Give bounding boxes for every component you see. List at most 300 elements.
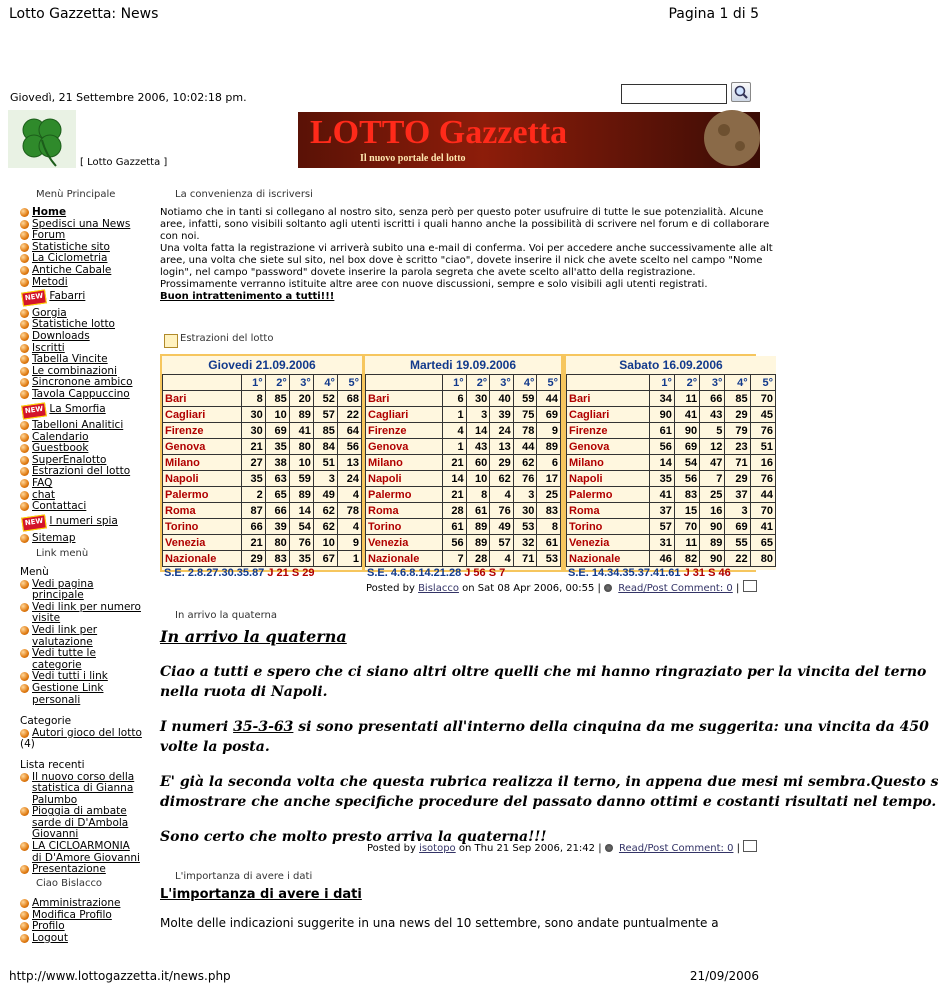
recent-item[interactable]: Presentazione: [20, 864, 142, 876]
draw-number: 61: [466, 503, 490, 519]
draws-title: Estrazioni del lotto: [180, 333, 274, 344]
draw-table-2: [365, 356, 561, 579]
draw-number: 4: [337, 487, 361, 503]
highlighted-numbers: 35-3-63: [233, 719, 294, 735]
table-row: [163, 535, 362, 551]
news2-line: Ciao a tutti e spero che ci siano altri oltre quelli che mi hanno ringraziato per la vincita del terno: [160, 664, 927, 680]
draw-number: 69: [265, 423, 289, 439]
draw-number: 75: [513, 407, 537, 423]
draw-number: 44: [537, 391, 561, 407]
menu-item-estrazioni[interactable]: Estrazioni del lotto: [20, 466, 150, 478]
jolly: J 21: [267, 567, 289, 579]
city-name: Firenze: [567, 423, 650, 439]
banner-subtitle: Il nuovo portale del lotto: [360, 153, 466, 164]
draw-number: 39: [265, 519, 289, 535]
draw-number: 68: [337, 391, 361, 407]
menu-item-tavola-cappuccino[interactable]: Tavola Cappuccino: [20, 389, 150, 401]
posted-line-1: [366, 580, 757, 594]
news2-label: In arrivo la quaterna: [175, 610, 278, 621]
table-row: [366, 471, 561, 487]
draw-number: 10: [313, 535, 337, 551]
news1-closing: Buon intrattenimento a tutti!!!: [160, 291, 335, 302]
draw-number: 65: [750, 535, 775, 551]
draw-number: 17: [537, 471, 561, 487]
draw-number: 28: [443, 503, 467, 519]
city-name: Cagliari: [567, 407, 650, 423]
bullet-icon: [20, 922, 29, 931]
draw-number: 66: [265, 503, 289, 519]
bullet-icon: [20, 479, 29, 488]
menu-item-guestbook[interactable]: Guestbook: [20, 443, 150, 455]
draw-number: 70: [750, 503, 775, 519]
draw-number: 69: [725, 519, 750, 535]
city-name: Firenze: [366, 423, 443, 439]
menu-item-calendario[interactable]: Calendario: [20, 432, 150, 444]
city-name: Venezia: [366, 535, 443, 551]
main-menu-title: Menù Principale: [36, 189, 116, 200]
category-item[interactable]: Autori gioco del lotto: [20, 728, 142, 740]
draw-number: 90: [700, 519, 725, 535]
column-header: 3°: [289, 375, 313, 391]
draw-number: 14: [289, 503, 313, 519]
superstar: S 46: [708, 567, 731, 579]
draw-number: 41: [289, 423, 313, 439]
recent-item[interactable]: LA CICLOARMONIA di D'Amore Giovanni: [20, 841, 142, 864]
table-row: [163, 551, 362, 567]
city-name: Cagliari: [163, 407, 242, 423]
draw-table-3: [566, 356, 776, 579]
comments-link[interactable]: Read/Post Comment: 0: [618, 583, 733, 594]
menu-item-spedisci[interactable]: Spedisci una News: [20, 219, 150, 231]
table-row: [567, 471, 776, 487]
planet-graphic: [694, 108, 764, 172]
draw-number: 4: [443, 423, 467, 439]
bullet-icon: [20, 433, 29, 442]
bullet-icon: [20, 220, 29, 229]
draw-number: 13: [337, 455, 361, 471]
draw-number: 85: [265, 391, 289, 407]
city-name: Milano: [567, 455, 650, 471]
bullet-icon: [20, 243, 29, 252]
draw-number: 56: [649, 439, 674, 455]
draw-number: 3: [725, 503, 750, 519]
column-header: 5°: [750, 375, 775, 391]
link-item-categorie[interactable]: Vedi tutte le categorie: [20, 648, 142, 671]
email-icon[interactable]: [743, 580, 757, 592]
table-row: [567, 407, 776, 423]
draw-number: 41: [750, 519, 775, 535]
table-row: [567, 503, 776, 519]
link-item-valutazione[interactable]: Vedi link per valutazione: [20, 625, 142, 648]
posted-line-2: [367, 840, 757, 854]
draw-number: 80: [750, 551, 775, 567]
draw-number: 57: [313, 407, 337, 423]
draw-number: 7: [443, 551, 467, 567]
draws-panel: [160, 354, 773, 579]
draw-number: 89: [466, 535, 490, 551]
posted-date: on Sat 08 Apr 2006, 00:55 |: [462, 583, 601, 594]
menu-item-smorfia[interactable]: NEW La Smorfia: [22, 404, 150, 418]
draw-date: Giovedi 21.09.2006: [208, 358, 316, 372]
column-header: 2°: [674, 375, 699, 391]
draw-number: 41: [674, 407, 699, 423]
column-header: 3°: [700, 375, 725, 391]
table-row: [366, 503, 561, 519]
draw-number: 3: [513, 487, 537, 503]
city-name: Palermo: [366, 487, 443, 503]
news2-line: volte la posta.: [160, 739, 270, 755]
page-number: Pagina 1 di 5: [668, 6, 759, 22]
user-item-amministrazione[interactable]: Amministrazione: [20, 898, 142, 910]
draw-number: 89: [700, 535, 725, 551]
column-header: 4°: [725, 375, 750, 391]
draw-number: 78: [337, 503, 361, 519]
menu-item-antiche-cabale[interactable]: Antiche Cabale: [20, 265, 150, 277]
site-label: [ Lotto Gazzetta ]: [80, 157, 168, 168]
draw-table-1: [162, 356, 362, 579]
city-name: Bari: [366, 391, 443, 407]
table-row: [163, 487, 362, 503]
menu-item-chat[interactable]: chat: [20, 490, 150, 502]
author-link[interactable]: Bislacco: [418, 583, 459, 594]
table-row: [366, 551, 561, 567]
table-row: [163, 439, 362, 455]
menu-item-iscritti[interactable]: Iscritti: [20, 343, 150, 355]
news3-heading: L'importanza di avere i dati: [160, 887, 362, 902]
draw-number: 61: [649, 423, 674, 439]
bullet-icon: [20, 865, 29, 874]
bullet-icon: [20, 491, 29, 500]
draw-number: 35: [265, 439, 289, 455]
draw-number: 3: [466, 407, 490, 423]
menu-item-tabelloni[interactable]: Tabelloni Analitici: [20, 420, 150, 432]
bullet-icon: [20, 309, 29, 318]
site-banner: [298, 112, 760, 168]
draw-number: 70: [674, 519, 699, 535]
news1-line: login", nel campo "password" dovete inserire la parola segreta che avete scelto all'atto della registrazione.: [160, 267, 696, 278]
link-item-gestione[interactable]: Gestione Link personali: [20, 683, 142, 706]
draw-number: 28: [466, 551, 490, 567]
menu-item-fabarri[interactable]: NEW Fabarri: [22, 291, 150, 305]
draw-number: 69: [537, 407, 561, 423]
draw-number: 39: [490, 407, 514, 423]
draw-number: 57: [490, 535, 514, 551]
se-numbers: S.E. 14.34.35.37.41.61: [568, 567, 681, 579]
column-header: 2°: [466, 375, 490, 391]
draw-number: 47: [700, 455, 725, 471]
draw-number: 35: [241, 471, 265, 487]
draw-number: 29: [725, 471, 750, 487]
draw-number: 1: [443, 407, 467, 423]
recent-item[interactable]: Pioggia di ambate sarde di D'Ambola Giovanni: [20, 806, 142, 841]
bullet-icon: [20, 332, 29, 341]
draw-number: 9: [537, 423, 561, 439]
draw-number: 85: [725, 391, 750, 407]
news1-body: [160, 207, 773, 303]
search-button[interactable]: [731, 82, 751, 102]
draw-number: 22: [337, 407, 361, 423]
header-blank: [567, 375, 650, 391]
menu-item-gorgia[interactable]: Gorgia: [20, 308, 150, 320]
draw-number: 52: [313, 391, 337, 407]
bullet-icon: [20, 390, 29, 399]
draw-number: 54: [289, 519, 313, 535]
menu-item-faq[interactable]: FAQ: [20, 478, 150, 490]
recent-label: Lista recenti: [20, 758, 85, 771]
draw-number: 7: [700, 471, 725, 487]
draw-number: 44: [513, 439, 537, 455]
bullet-icon: [20, 672, 29, 681]
draw-number: 60: [466, 455, 490, 471]
draw-number: 43: [700, 407, 725, 423]
draw-number: 4: [337, 519, 361, 535]
draw-number: 21: [241, 535, 265, 551]
news2-line: E' già la seconda volta che questa rubrica realizza il terno, in appena due mesi mi sembra.Questo s: [160, 774, 938, 790]
draw-number: 53: [537, 551, 561, 567]
link-menu: [20, 567, 142, 876]
draw-number: 29: [725, 407, 750, 423]
draw-number: 49: [313, 487, 337, 503]
draw-number: 51: [313, 455, 337, 471]
draw-number: 30: [241, 423, 265, 439]
news1-line: Una volta fatta la registrazione vi arriverà subito una e-mail di conferma. Voi per accedere anche successivamente alle alt: [160, 243, 773, 254]
header-blank: [163, 375, 242, 391]
draw-number: 67: [313, 551, 337, 567]
draw-number: 35: [289, 551, 313, 567]
draw-grid: [566, 374, 776, 567]
link-menu-title: Link menù: [36, 548, 89, 559]
bullet-icon: [20, 626, 29, 635]
table-row: [366, 487, 561, 503]
draw-number: 8: [466, 487, 490, 503]
author-link[interactable]: isotopo: [419, 843, 456, 854]
bullet-icon: [20, 534, 29, 543]
menu-item-contattaci[interactable]: Contattaci: [20, 501, 150, 513]
draw-number: 71: [513, 551, 537, 567]
city-name: Genova: [366, 439, 443, 455]
draw-number: 12: [700, 439, 725, 455]
draw-number: 62: [313, 519, 337, 535]
draw-number: 89: [466, 519, 490, 535]
draw-number: 8: [537, 519, 561, 535]
column-header: 2°: [265, 375, 289, 391]
menu-item-statistiche-sito[interactable]: Statistiche sito: [20, 242, 150, 254]
draw-number: 83: [265, 551, 289, 567]
menu-item-superenalotto[interactable]: SuperEnalotto: [20, 455, 150, 467]
draw-number: 30: [513, 503, 537, 519]
menu-item-tabella-vincite[interactable]: Tabella Vincite: [20, 354, 150, 366]
bullet-icon: [20, 729, 29, 738]
se-numbers: S.E. 4.6.8.14.21.28: [367, 567, 462, 579]
draw-number: 80: [289, 439, 313, 455]
new-badge-icon: NEW: [21, 402, 47, 419]
bullet-icon: [20, 773, 29, 782]
bullet-icon: [20, 266, 29, 275]
draw-number: 4: [490, 551, 514, 567]
bullet-icon: [20, 254, 29, 263]
draw-number: 32: [513, 535, 537, 551]
bullet-icon: [20, 320, 29, 329]
menu-item-metodi[interactable]: Metodi: [20, 277, 150, 289]
menu-item-forum[interactable]: Forum: [20, 230, 150, 242]
news1-line: aree, una volta che siete sul sito, nel box dove è scritto "ciao", dovete inserire il nick che avete scelto nel campo "Nome: [160, 255, 763, 266]
draw-grid: [162, 374, 362, 567]
draw-number: 11: [674, 535, 699, 551]
bullet-icon: [20, 580, 29, 589]
draw-number: 76: [513, 471, 537, 487]
link-item-visite[interactable]: Vedi link per numero visite: [20, 602, 142, 625]
comment-icon: [604, 584, 612, 592]
news2-line: nella ruota di Napoli.: [160, 684, 328, 700]
table-row: [163, 503, 362, 519]
bullet-icon: [20, 444, 29, 453]
draw-number: 25: [700, 487, 725, 503]
table-row: [163, 391, 362, 407]
search-input[interactable]: [621, 84, 727, 104]
draw-number: 59: [513, 391, 537, 407]
news1-line: aree, infatti, sono visibili soltanto agli utenti iscritti i quali hanno anche la possibilità di scrivere nel forum e di collaborare: [160, 219, 770, 230]
draw-number: 71: [725, 455, 750, 471]
city-name: Torino: [567, 519, 650, 535]
news1-line: Notiamo che in tanti si collegano al nostro sito, senza però per questo poter usufruire di tutte le sue potenzialità. Alcune: [160, 207, 764, 218]
news1-title: La convenienza di iscriversi: [175, 189, 313, 200]
main-menu: [20, 207, 150, 545]
draw-number: 30: [466, 391, 490, 407]
city-name: Nazionale: [163, 551, 242, 567]
column-header: 1°: [241, 375, 265, 391]
table-row: [163, 455, 362, 471]
footer-url: http://www.lottogazzetta.it/news.php: [9, 969, 231, 983]
news2-line: [160, 717, 929, 737]
draw-number: 9: [337, 535, 361, 551]
draw-number: 10: [289, 455, 313, 471]
bullet-icon: [20, 421, 29, 430]
news2-line: dimostrare che anche specifiche procedure del passato danno ottimi e costanti risultati nel tempo.: [160, 794, 937, 810]
draw-number: 24: [337, 471, 361, 487]
table-row: [567, 487, 776, 503]
draw-number: 22: [725, 551, 750, 567]
draw-number: 46: [649, 551, 674, 567]
bullet-icon: [20, 502, 29, 511]
menu-item-statistiche-lotto[interactable]: Statistiche lotto: [20, 319, 150, 331]
draw-number: 16: [700, 503, 725, 519]
menu-item-sitemap[interactable]: Sitemap: [20, 533, 150, 545]
draw-number: 65: [265, 487, 289, 503]
draw-number: 84: [313, 439, 337, 455]
draw-number: 29: [490, 455, 514, 471]
draw-number: 11: [674, 391, 699, 407]
draw-number: 6: [537, 455, 561, 471]
draw-number: 89: [289, 407, 313, 423]
text-fragment: I numeri: [160, 719, 229, 735]
bullet-icon: [20, 899, 29, 908]
se-line: [162, 567, 362, 579]
column-header: 4°: [313, 375, 337, 391]
new-badge-icon: NEW: [21, 290, 47, 307]
draw-number: 83: [674, 487, 699, 503]
city-name: Roma: [567, 503, 650, 519]
table-row: [567, 455, 776, 471]
table-row: [163, 423, 362, 439]
draw-number: 90: [649, 407, 674, 423]
draw-number: 64: [337, 423, 361, 439]
draw-number: 1: [443, 439, 467, 455]
draw-number: 90: [700, 551, 725, 567]
draw-number: 83: [537, 503, 561, 519]
menu-item-combinazioni[interactable]: Le combinazioni: [20, 366, 150, 378]
city-name: Palermo: [163, 487, 242, 503]
draw-number: 78: [513, 423, 537, 439]
draw-number: 31: [649, 535, 674, 551]
jolly: J 31: [683, 567, 706, 579]
se-line: [365, 567, 561, 579]
draw-number: 63: [265, 471, 289, 487]
draw-number: 62: [490, 471, 514, 487]
draw-number: 49: [490, 519, 514, 535]
email-icon[interactable]: [743, 840, 757, 852]
news2-body: [160, 662, 938, 847]
city-name: Roma: [163, 503, 242, 519]
draw-number: 6: [443, 391, 467, 407]
draw-number: 69: [674, 439, 699, 455]
menu-item-ciclometria[interactable]: La Ciclometria: [20, 253, 150, 265]
menu-item-downloads[interactable]: Downloads: [20, 331, 150, 343]
user-item-logout[interactable]: Logout: [20, 933, 142, 945]
draw-number: 54: [674, 455, 699, 471]
city-name: Palermo: [567, 487, 650, 503]
column-header: 4°: [513, 375, 537, 391]
link-item-principale[interactable]: Vedi pagina principale: [20, 579, 142, 602]
user-item-modifica-profilo[interactable]: Modifica Profilo: [20, 910, 142, 922]
table-row: [366, 455, 561, 471]
city-name: Napoli: [567, 471, 650, 487]
city-name: Torino: [163, 519, 242, 535]
draw-number: 35: [649, 471, 674, 487]
draw-number: 25: [537, 487, 561, 503]
recent-item[interactable]: Il nuovo corso della statistica di Gianna Palumbo: [20, 772, 142, 807]
table-row: [366, 439, 561, 455]
draw-number: 1: [337, 551, 361, 567]
city-name: Milano: [163, 455, 242, 471]
se-line: [566, 567, 776, 579]
draw-number: 5: [700, 423, 725, 439]
draw-number: 40: [490, 391, 514, 407]
user-item-profilo[interactable]: Profilo: [20, 921, 142, 933]
draw-number: 37: [725, 487, 750, 503]
banner-title: LOTTO Gazzetta: [310, 114, 568, 151]
link-item-tutti[interactable]: Vedi tutti i link: [20, 671, 142, 683]
draw-number: 45: [750, 407, 775, 423]
menu-item-numeri-spia[interactable]: NEW I numeri spia: [22, 516, 150, 530]
menu-item-sincronone[interactable]: Sincronone ambico: [20, 377, 150, 389]
text-fragment: si sono presentati all'interno della cinquina da me suggerita: una vincita da 450: [298, 719, 929, 735]
draw-header-row: [366, 375, 561, 391]
draw-header-row: [567, 375, 776, 391]
column-header: 1°: [649, 375, 674, 391]
menu-item-home[interactable]: Home: [20, 207, 150, 219]
draw-number: 8: [241, 391, 265, 407]
draw-number: 44: [750, 487, 775, 503]
city-name: Bari: [567, 391, 650, 407]
draw-number: 89: [537, 439, 561, 455]
draw-number: 4: [490, 487, 514, 503]
draw-number: 76: [750, 471, 775, 487]
bullet-icon: [20, 456, 29, 465]
draw-number: 56: [443, 535, 467, 551]
table-row: [567, 423, 776, 439]
comments-link[interactable]: Read/Post Comment: 0: [618, 843, 734, 854]
draw-number: 10: [466, 471, 490, 487]
